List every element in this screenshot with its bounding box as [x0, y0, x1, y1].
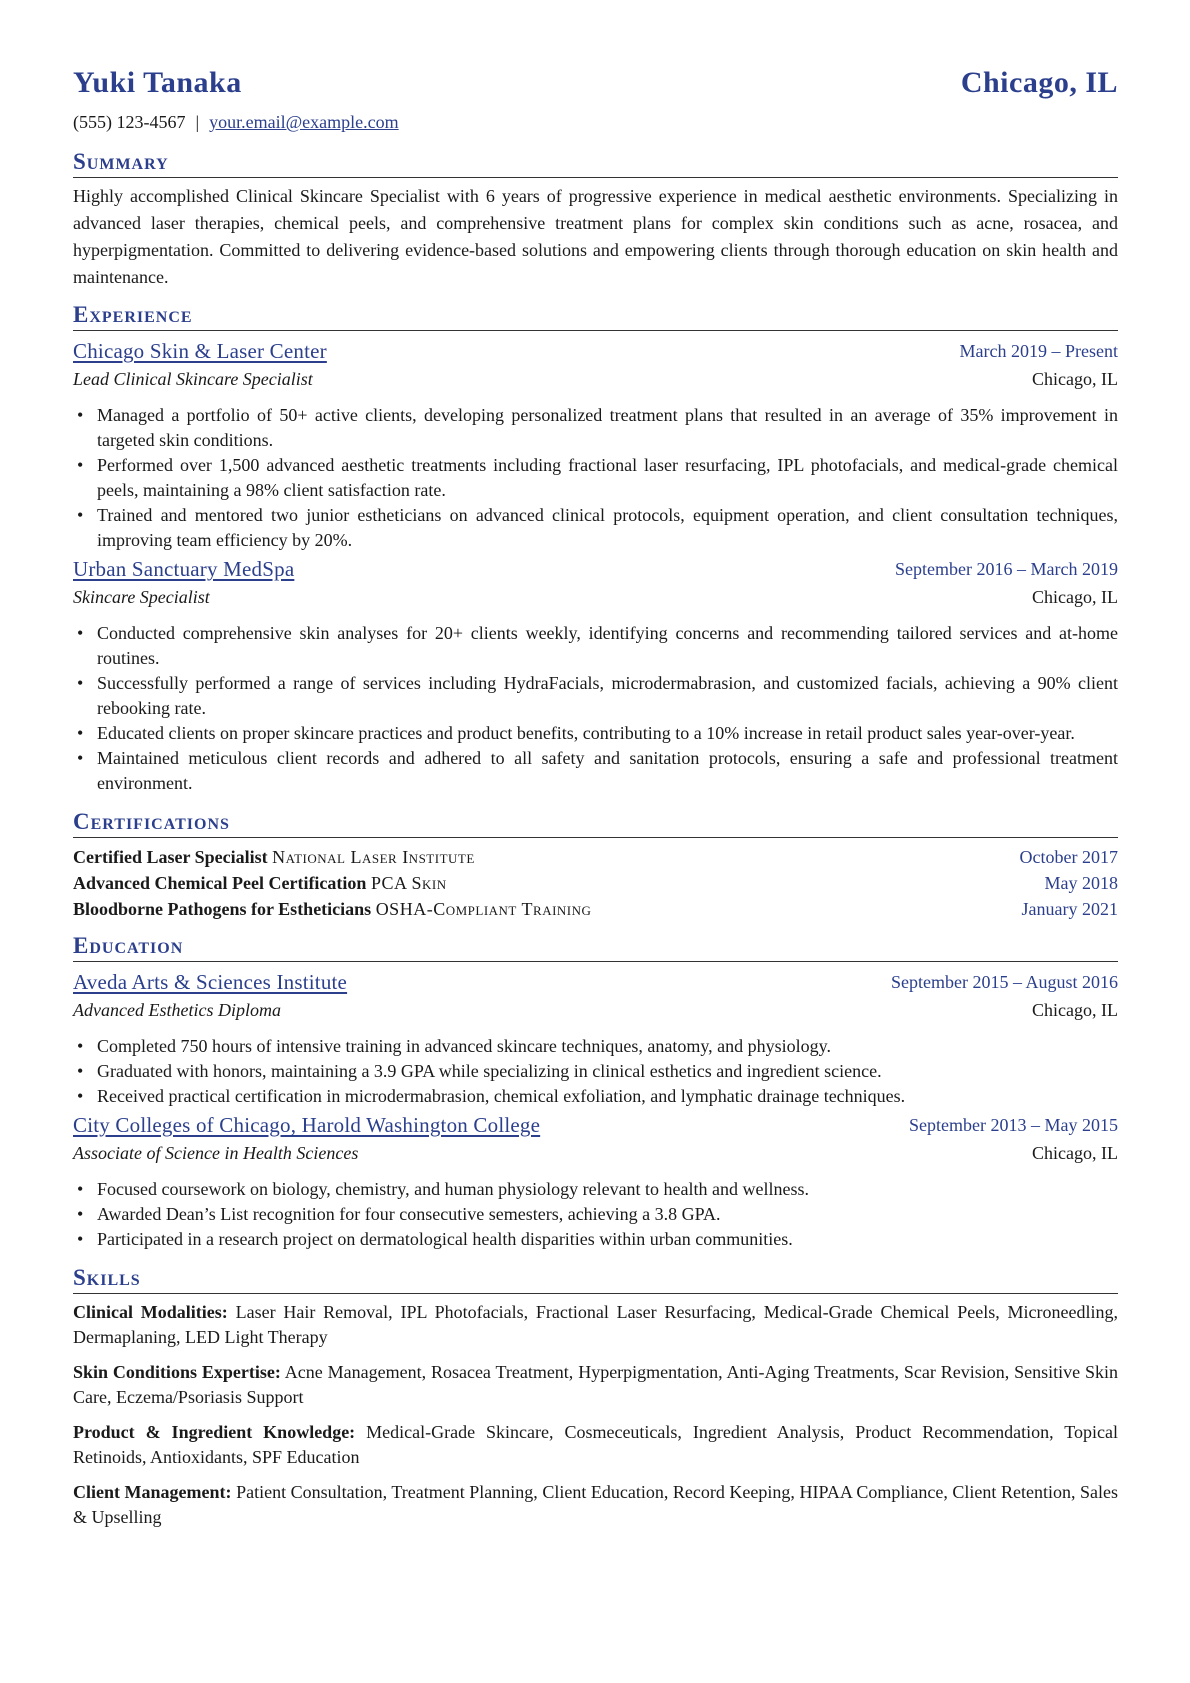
contact-separator: | [195, 112, 200, 132]
bullet-item: • Completed 750 hours of intensive training in advanced skincare techniques, anatomy, and physiology. [73, 1034, 1118, 1059]
experience-entry [73, 337, 1118, 553]
resume-header [73, 62, 1118, 104]
skill-group-text: Acne Management, Rosacea Treatment, Hyperpigmentation, Anti-Aging Treatments, Scar Revision, Sensitive Skin Care, Eczema/Psoriasis Support [73, 1362, 1118, 1407]
job-title: Skincare Specialist [73, 587, 210, 607]
candidate-name: Yuki Tanaka [73, 66, 242, 99]
experience-entry [73, 555, 1118, 796]
skill-group-label: Client Management: [73, 1482, 232, 1502]
skill-group-text: Medical-Grade Skincare, Cosmeceuticals, Ingredient Analysis, Product Recommendation, Topical Retinoids, Antioxidants, SPF Education [73, 1422, 1119, 1467]
bullet-list [73, 1034, 1118, 1109]
skill-group-text: Laser Hair Removal, IPL Photofacials, Fractional Laser Resurfacing, Medical-Grade Chemical Peels, Microneedling, Dermaplaning, LED Light Therapy [73, 1302, 1118, 1347]
education-entry [73, 1111, 1118, 1252]
section-title-experience: Experience [73, 301, 1118, 331]
certification-date: May 2018 [1044, 873, 1118, 893]
skill-group [73, 1360, 1118, 1410]
contact-line [73, 110, 1118, 134]
job-location: Chicago, IL [1032, 587, 1118, 607]
section-title-education: Education [73, 932, 1118, 962]
certification-row [73, 844, 1118, 870]
skill-group-text: Patient Consultation, Treatment Planning, Client Education, Record Keeping, HIPAA Compliance, Client Retention, Sales & Upselling [73, 1482, 1119, 1527]
bullet-item: • Maintained meticulous client records and adhered to all safety and sanitation protocols, ensuring a safe and professional treatment environment. [73, 746, 1118, 796]
bullet-item: • Focused coursework on biology, chemistry, and human physiology relevant to health and wellness. [73, 1177, 1118, 1202]
certification-row [73, 870, 1118, 896]
bullet-item: • Conducted comprehensive skin analyses for 20+ clients weekly, identifying concerns and recommending tailored services and at-home routines. [73, 621, 1118, 671]
bullet-item: • Successfully performed a range of services including HydraFacials, microdermabrasion, and customized facials, achieving a 90% client rebooking rate. [73, 671, 1118, 721]
certification-name: Certified Laser Specialist [73, 847, 268, 867]
certification-issuer: PCA Skin [370, 873, 447, 893]
skill-group [73, 1480, 1118, 1530]
bullet-list [73, 1177, 1118, 1252]
bullet-list [73, 403, 1118, 553]
education-dates: September 2013 – May 2015 [909, 1115, 1118, 1135]
section-title-summary: Summary [73, 148, 1118, 178]
bullet-item: • Trained and mentored two junior estheticians on advanced clinical protocols, equipment operation, and client consultation techniques, improving team efficiency by 20%. [73, 503, 1118, 553]
bullet-item: • Participated in a research project on dermatological health disparities within urban communities. [73, 1227, 1118, 1252]
email-link[interactable]: your.email@example.com [209, 112, 399, 132]
skill-group-label: Product & Ingredient Knowledge: [73, 1422, 356, 1442]
school-location: Chicago, IL [1032, 1000, 1118, 1020]
certification-issuer: OSHA-Compliant Training [375, 899, 592, 919]
skill-group [73, 1300, 1118, 1350]
school-name[interactable]: Aveda Arts & Sciences Institute [73, 970, 348, 994]
school-location: Chicago, IL [1032, 1143, 1118, 1163]
candidate-location: Chicago, IL [960, 66, 1118, 99]
employment-dates: September 2016 – March 2019 [895, 559, 1118, 579]
education-entry [73, 968, 1118, 1109]
certification-date: October 2017 [1019, 847, 1118, 867]
skill-group-label: Clinical Modalities: [73, 1302, 228, 1322]
education-dates: September 2015 – August 2016 [891, 972, 1118, 992]
section-title-skills: Skills [73, 1264, 1118, 1294]
bullet-item: • Performed over 1,500 advanced aesthetic treatments including fractional laser resurfacing, IPL photofacials, and medical-grade chemical peels, maintaining a 98% client satisfaction rate. [73, 453, 1118, 503]
certification-name: Advanced Chemical Peel Certification [73, 873, 367, 893]
bullet-item: • Managed a portfolio of 50+ active clients, developing personalized treatment plans that resulted in an average of 35% improvement in targeted skin conditions. [73, 403, 1118, 453]
school-name[interactable]: City Colleges of Chicago, Harold Washington College [73, 1113, 541, 1137]
bullet-item: • Awarded Dean’s List recognition for four consecutive semesters, achieving a 3.8 GPA. [73, 1202, 1118, 1227]
certification-name: Bloodborne Pathogens for Estheticians [73, 899, 372, 919]
summary-text: Highly accomplished Clinical Skincare Specialist with 6 years of progressive experience in medical aesthetic environments. Specializing in advanced laser therapies, chemical peels, and comprehensive treatment plans for complex skin conditions such as acne, rosacea, and hyperpigmentation. Committed to delivering evidence-based solutions and empowering clients through thorough education on skin health and maintenance. [73, 186, 1118, 287]
skill-group [73, 1420, 1118, 1470]
certification-row [73, 896, 1118, 922]
degree-title: Advanced Esthetics Diploma [73, 1000, 281, 1020]
employer-name[interactable]: Urban Sanctuary MedSpa [73, 557, 295, 581]
phone-number: (555) 123-4567 [73, 112, 186, 132]
certification-date: January 2021 [1021, 899, 1118, 919]
bullet-item: • Educated clients on proper skincare practices and product benefits, contributing to a 10% increase in retail product sales year-over-year. [73, 721, 1118, 746]
degree-title: Associate of Science in Health Sciences [73, 1143, 359, 1163]
certification-issuer: National Laser Institute [272, 847, 475, 867]
bullet-item: • Graduated with honors, maintaining a 3.9 GPA while specializing in clinical esthetics and ingredient science. [73, 1059, 1118, 1084]
skill-group-label: Skin Conditions Expertise: [73, 1362, 281, 1382]
job-location: Chicago, IL [1032, 369, 1118, 389]
bullet-item: • Received practical certification in microdermabrasion, chemical exfoliation, and lymphatic drainage techniques. [73, 1084, 1118, 1109]
employer-name[interactable]: Chicago Skin & Laser Center [73, 339, 327, 363]
employment-dates: March 2019 – Present [959, 341, 1118, 361]
job-title: Lead Clinical Skincare Specialist [73, 369, 313, 389]
certification-list [73, 844, 1118, 922]
bullet-list [73, 621, 1118, 796]
section-title-certifications: Certifications [73, 808, 1118, 838]
